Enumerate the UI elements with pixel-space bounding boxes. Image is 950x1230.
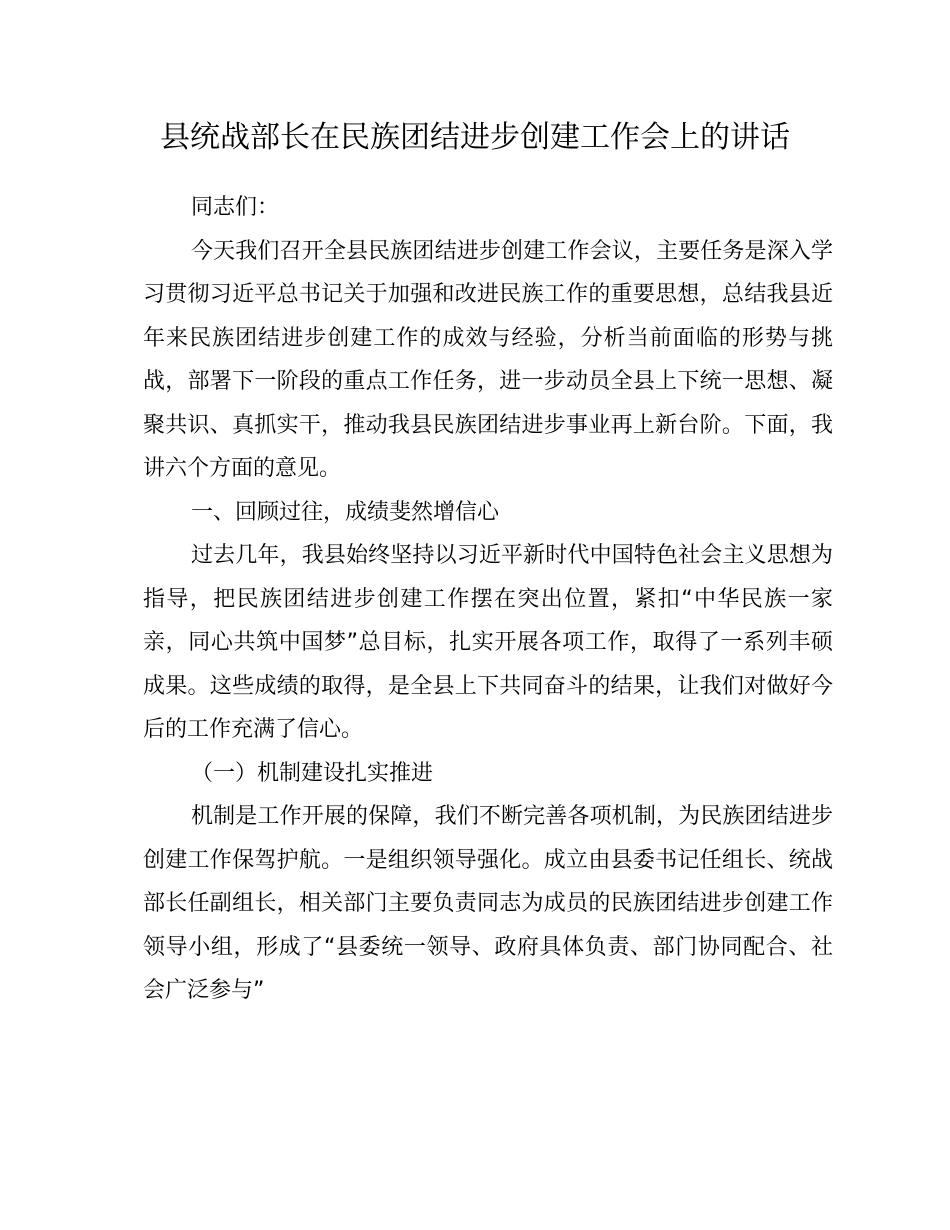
document-title: 县统战部长在民族团结进步创建工作会上的讲话 <box>160 120 790 155</box>
document-body <box>143 186 833 1013</box>
paragraph-review: 过去几年，我县始终坚持以习近平新时代中国特色社会主义思想为指导，把民族团结进步创建工作摆在突出位置，紧扣“中华民族一家亲，同心共筑中国梦”总目标，扎实开展各项工作，取得了一系列丰硕成果。这些成绩的取得，是全县上下共同奋斗的结果，让我们对做好今后的工作充满了信心。 <box>143 543 833 742</box>
section-heading-1: 一、回顾过往，成绩斐然增信心 <box>191 499 500 525</box>
salutation: 同志们： <box>191 195 280 220</box>
paragraph-introduction: 今天我们召开全县民族团结进步创建工作会议，主要任务是深入学习贯彻习近平总书记关于加强和改进民族工作的重要思想，总结我县近年来民族团结进步创建工作的成效与经验，分析当前面临的形势与挑战，部署下一阶段的重点工作任务，进一步动员全县上下统一思想、凝聚共识、真抓实干，推动我县民族团结进步事业再上新台阶。下面，我讲六个方面的意见。 <box>143 238 833 481</box>
paragraph-mechanism: 机制是工作开展的保障，我们不断完善各项机制，为民族团结进步创建工作保驾护航。一是组织领导强化。成立由县委书记任组长、统战部长任副组长，相关部门主要负责同志为成员的民族团结进步创建工作领导小组，形成了“县委统一领导、政府具体负责、部门协同配合、社会广泛参与” <box>143 804 833 1003</box>
subsection-heading-1: （一）机制建设扎实推进 <box>191 760 434 786</box>
